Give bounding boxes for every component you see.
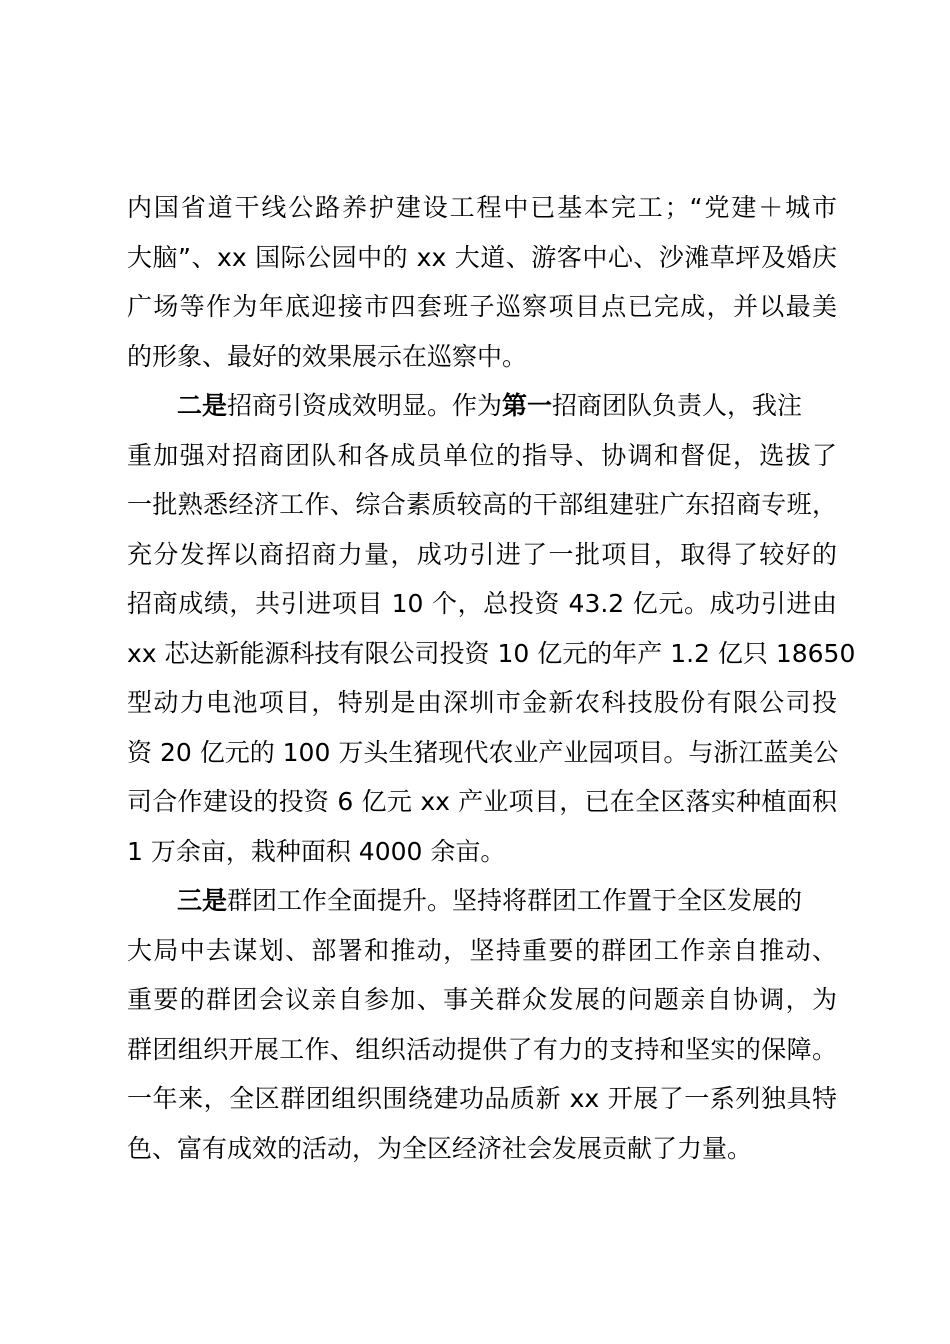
text-line: 资 20 亿元的 100 万头生猪现代农业产业园项目。与浙江蓝美公: [127, 737, 839, 767]
text-run: 招商引资成效明显。作为: [227, 391, 503, 420]
text-line: 一年来，全区群团组织围绕建功品质新 xx 开展了一系列独具特: [127, 1084, 837, 1113]
text-line: 大脑”、xx 国际公园中的 xx 大道、游客中心、沙滩草坪及婚庆: [127, 242, 837, 272]
text-line: 一批熟悉经济工作、综合素质较高的干部组建驻广东招商专班，: [127, 490, 837, 519]
text-line: xx 芯达新能源科技有限公司投资 10 亿元的年产 1.2 亿只 18650: [127, 638, 856, 668]
paragraph-continuation: [127, 183, 837, 381]
text-line: 招商成绩，共引进项目 10 个，总投资 43.2 亿元。成功引进由: [127, 589, 837, 618]
text-line: 大局中去谋划、部署和推动，坚持重要的群团工作亲自推动、: [127, 935, 837, 965]
emphasis-text: 第一: [502, 391, 553, 420]
text-line: 广场等作为年底迎接市四套班子巡察项目点已完成，并以最美: [127, 292, 837, 321]
text-line: 色、富有成效的活动，为全区经济社会发展贡献了力量。: [127, 1133, 753, 1163]
text-line: 司合作建设的投资 6 亿元 xx 产业项目，已在全区落实种植面积: [127, 787, 837, 816]
text-line: 充分发挥以商招商力量，成功引进了一批项目，取得了较好的: [127, 539, 837, 569]
text-line: 的形象、最好的效果展示在巡察中。: [127, 341, 528, 371]
section-label-three: 三是: [177, 886, 228, 915]
text-line: 重加强对招商团队和各成员单位的指导、协调和督促，选拔了: [127, 440, 837, 470]
paragraph-mass-organizations: [127, 876, 837, 1173]
paragraph-investment: [127, 381, 856, 876]
text-line: 重要的群团会议亲自参加、事关群众发展的问题亲自协调，为: [127, 985, 837, 1014]
document-body: [127, 183, 856, 1173]
text-line: 1 万余亩，栽种面积 4000 余亩。: [127, 836, 506, 866]
text-line: 群团组织开展工作、组织活动提供了有力的支持和坚实的保障。: [127, 1034, 837, 1064]
text-line: [127, 381, 837, 431]
text-run: 群团工作全面提升。坚持将群团工作置于全区发展的: [227, 886, 803, 915]
text-line: [127, 876, 837, 926]
text-run: 招商团队负责人，我注: [552, 391, 803, 420]
text-line: 型动力电池项目，特别是由深圳市金新农科技股份有限公司投: [127, 688, 837, 717]
text-line: 内国省道干线公路养护建设工程中已基本完工；“党建＋城市: [127, 193, 837, 222]
section-label-two: 二是: [177, 391, 228, 420]
